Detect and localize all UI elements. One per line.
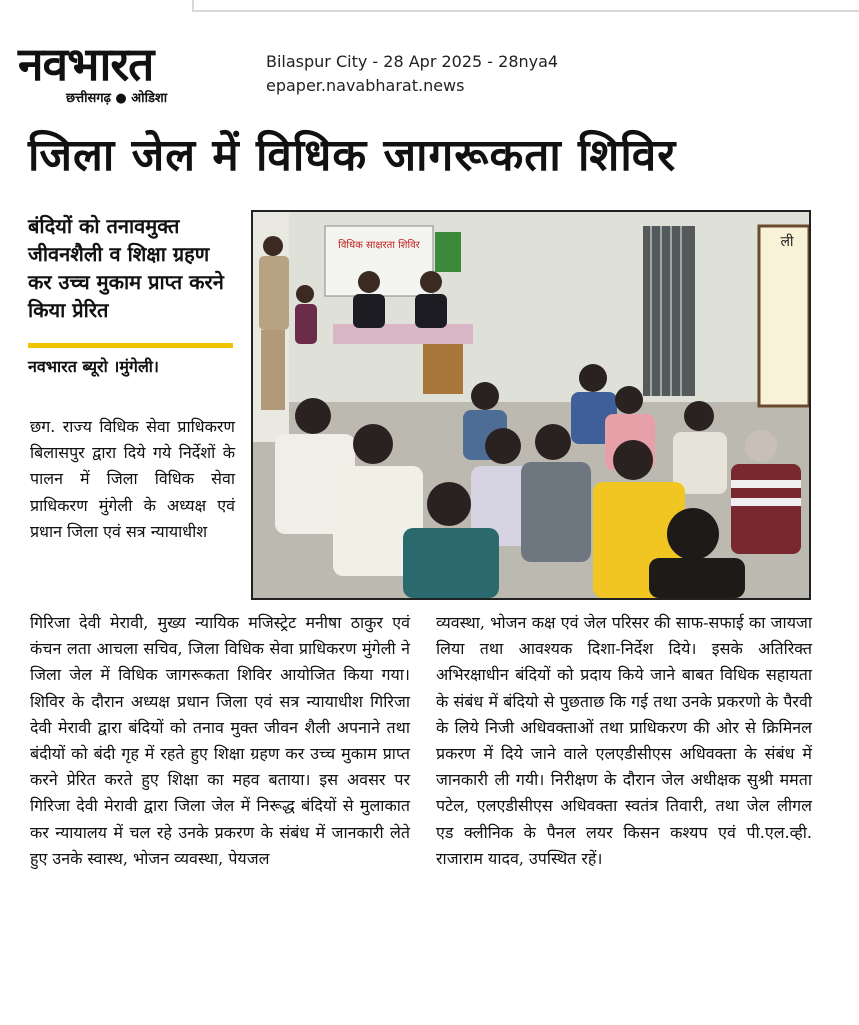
article-column-1: छग. राज्य विधिक सेवा प्राधिकरण बिलासपुर द्वारा दिये गये निर्देशों के पालन में जिला विधिक सेवा प्राधिकरण मुंगेली के अध्यक्ष एवं प्रधान जिला एवं सत्र न्यायाधीश [30, 417, 235, 541]
top-border-line [192, 0, 859, 12]
article-byline: नवभारत ब्यूरो ।मुंगेली। [28, 357, 159, 376]
article-subheadline: बंदियों को तनावमुक्त जीवनशैली व शिक्षा ग्रहण कर उच्च मुकाम प्राप्त करने किया प्रेरित [28, 214, 224, 322]
yellow-divider [28, 343, 233, 348]
camp-photo-illustration [253, 212, 809, 598]
photo-banner-text: विधिक साक्षरता शिविर [338, 240, 420, 251]
edition-date-line: Bilaspur City - 28 Apr 2025 - 28nya4 [266, 52, 559, 71]
newspaper-logo: नवभारत [18, 37, 154, 91]
masthead [18, 38, 250, 110]
article-column-3: व्यवस्था, भोजन कक्ष एवं जेल परिसर की साफ-सफाई का जायजा लिया तथा आवश्यक दिशा-निर्देश दिये। इसके अतिरिक्त अभिरक्षाधीन बंदियों को प्रदाय किये जाने बाबत विधिक सहायता के संबंध में बंदियो से पुछताछ कि गई तथा उनके प्रकरणो के पैरवी के लिये निजी अधिवक्ताओं तथा प्राधिकरण की ओर से क्रिमिनल प्रकरण में दिये जाने वाले एलएडीसीएस अधिवक्ता के संबंध में जानकारी ली गयी। निरीक्षण के दौरान जेल अधीक्षक सुश्री ममता पटेल, एलएडीसीएस अधिवक्ता स्वतंत्र तिवारी, तथा जेल लीगल एड क्लीनिक के पैनल लयर किसन कश्यप एवं पी.एल.व्ही. राजाराम यादव, उपस्थित रहें। [436, 613, 812, 868]
photo-board-text: ली [780, 234, 794, 250]
article-column-2: गिरिजा देवी मेरावी, मुख्य न्यायिक मजिस्ट्रेट मनीषा ठाकुर एवं कंचन लता आचला सचिव, जिला विधिक सेवा प्राधिकरण मुंगेली ने जिला जेल में विधिक जागरूकता शिविर आयोजित किया गया। शिविर के दौरान अध्यक्ष प्रधान जिला एवं सत्र न्यायाधीश गिरिजा देवी मेरावी द्वारा बंदियों को तनाव मुक्त जीवन शैली अपनाने तथा बंदीयों को बंदी गृह में रहते हुए शिक्षा ग्रहण कर उच्च मुकाम प्राप्त करने प्रेरित करते हुए शिक्षा का महव बताया। इस अवसर पर गिरिजा देवी मेरावी द्वारा जिला जेल में निरूद्ध बंदियों से मुलाकात कर न्यायालय में चल रहे उनके प्रकरण के संबंध में जानकारी लेते हुए उनके स्वास्थ, भोजन व्यवस्था, पेयजल [30, 613, 410, 868]
article-headline: जिला जेल में विधिक जागरूकता शिविर [28, 130, 677, 181]
article-photo [251, 210, 811, 600]
epaper-url: epaper.navabharat.news [266, 76, 465, 95]
newspaper-region-tagline: छत्तीसगढ़ ● ओडिशा [66, 91, 168, 106]
edition-info [266, 50, 558, 98]
